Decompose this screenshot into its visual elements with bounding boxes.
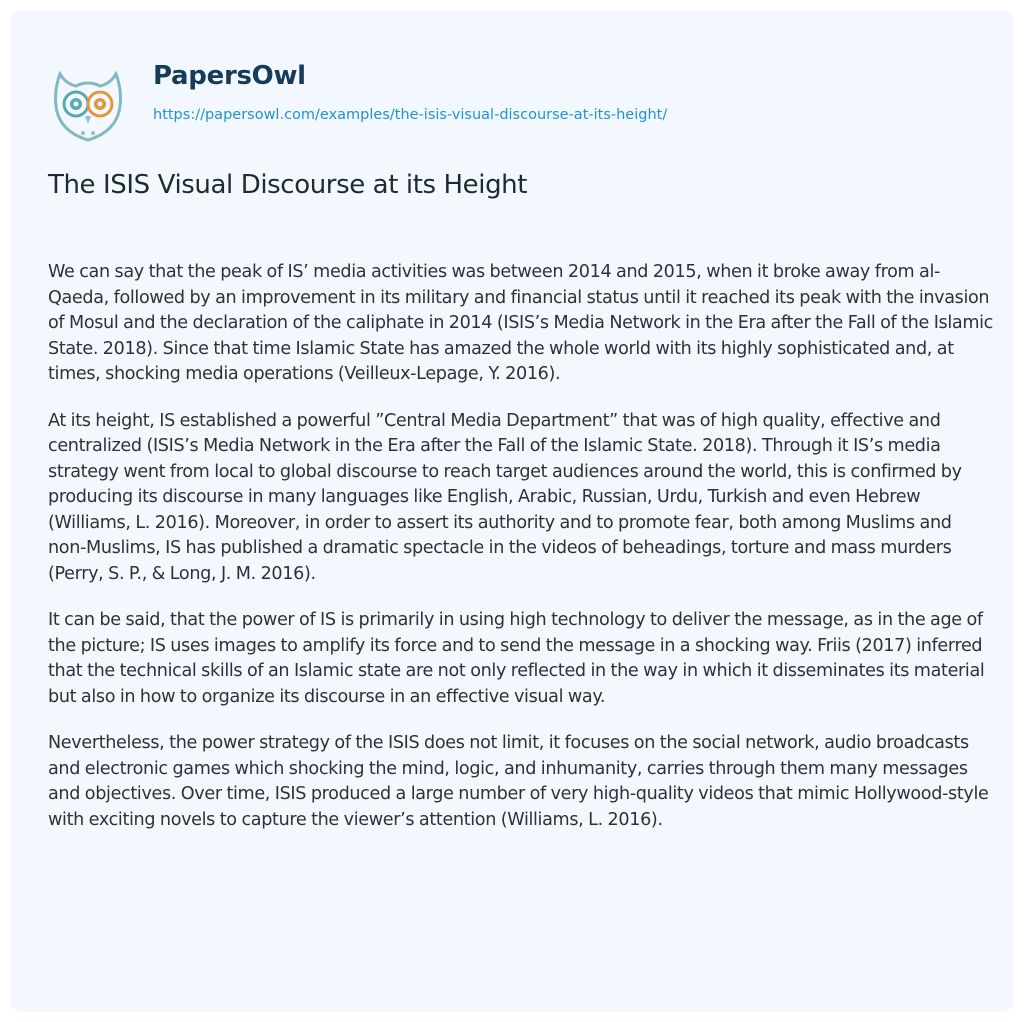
- paragraph: We can say that the peak of IS’ media activities was between 2014 and 2015, when it broke away from al-Qaeda, followed by an improvement in its military and financial status until it reached its peak with the invasion of Mosul and the declaration of the caliphate in 2014 (ISIS’s Media Network in the Era after the Fall of the Islamic State. 2018). Since that time Islamic State has amazed the whole world with its highly sophisticated and, at times, shocking media operations (Veilleux-Lepage, Y. 2016).: [48, 262, 993, 384]
- paragraph: At its height, IS established a powerful ”Central Media Department” that was of high quality, effective and centralized (ISIS’s Media Network in the Era after the Fall of the Islamic State. 2018). Through it IS’s media strategy went from local to global discourse to reach target audiences around the world, this is confirmed by producing its discourse in many languages like English, Arabic, Russian, Urdu, Turkish and even Hebrew (Williams, L. 2016). Moreover, in order to assert its authority and to promote fear, both among Muslims and non-Muslims, IS has published a dramatic spectacle in the videos of beheadings, torture and mass murders (Perry, S. P., & Long, J. M. 2016).: [48, 410, 962, 584]
- owl-logo-icon: [50, 66, 126, 142]
- source-url-link[interactable]: https://papersowl.com/examples/the-isis-visual-discourse-at-its-height/: [153, 107, 668, 123]
- paragraph: It can be said, that the power of IS is primarily in using high technology to deliver the message, as in the age of the picture; IS uses images to amplify its force and to send the message in a shocking way. Friis (2017) inferred that the technical skills of an Islamic state are not only reflected in the way in which it disseminates its material but also in how to organize its discourse in an effective visual way.: [48, 610, 985, 707]
- brand-name: PapersOwl: [153, 61, 306, 91]
- article-body: [48, 260, 993, 854]
- article-title: The ISIS Visual Discourse at its Height: [48, 170, 528, 200]
- paragraph: Nevertheless, the power strategy of the ISIS does not limit, it focuses on the social network, audio broadcasts and electronic games which shocking the mind, logic, and inhumanity, carries through them many messages and objectives. Over time, ISIS produced a large number of very high-quality videos that mimic Hollywood-style with exciting novels to capture the viewer’s attention (Williams, L. 2016).: [48, 733, 989, 830]
